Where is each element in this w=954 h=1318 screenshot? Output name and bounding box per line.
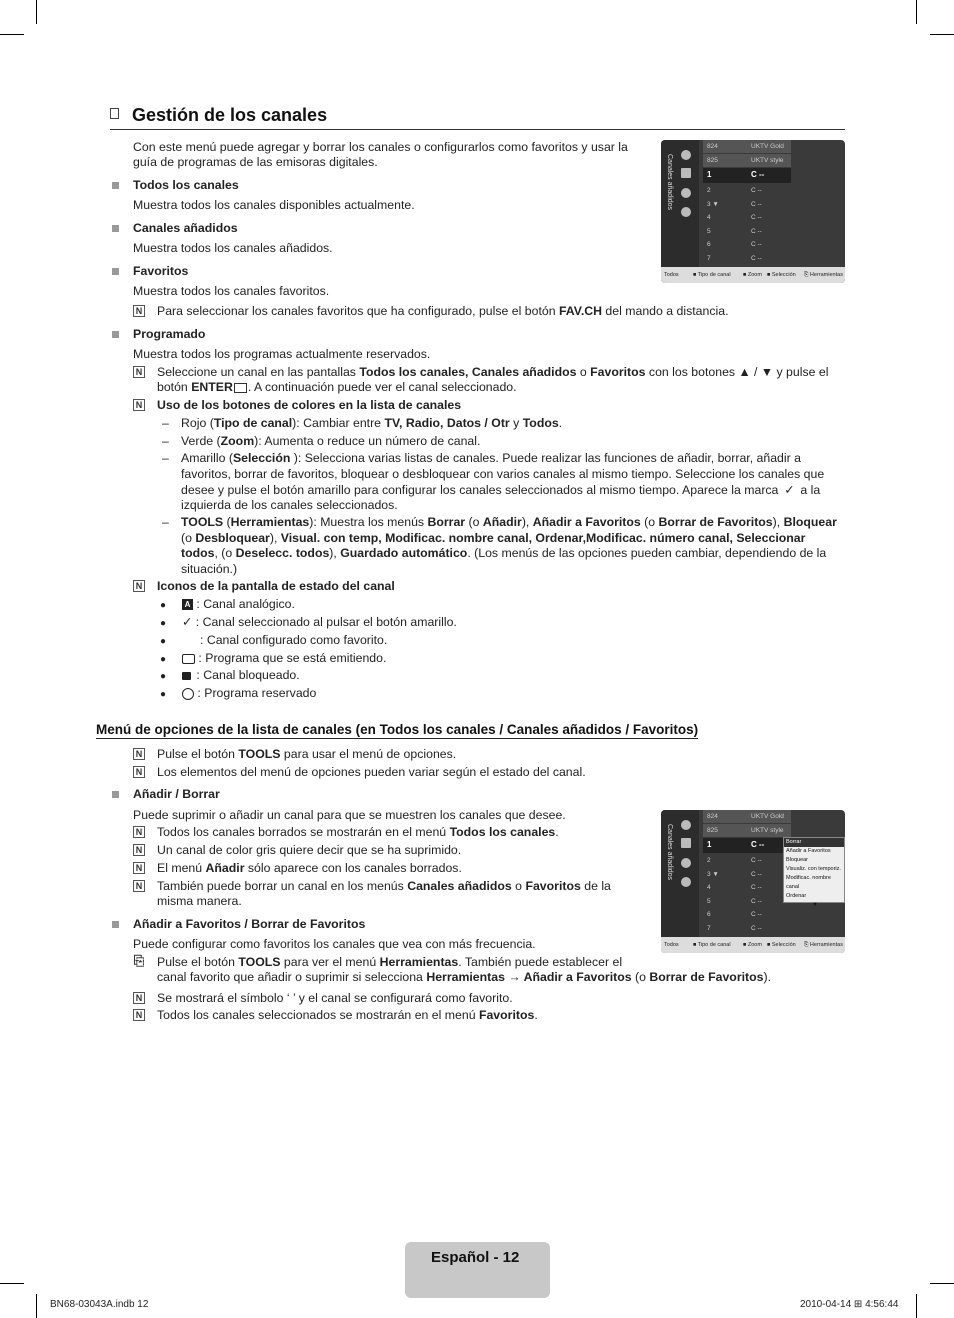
crop-mark <box>930 1283 954 1284</box>
foot-todos[interactable]: Todos <box>664 942 679 948</box>
enter-icon <box>234 383 247 393</box>
channel-row-selected[interactable]: 1 C -- <box>703 838 791 853</box>
note-seleccione: Seleccione un canal en las pantallas Todos los canales, Canales añadidos o Favoritos con los botones ▲ / ▼ y pulse el <box>157 365 829 379</box>
menu-item-favoritos[interactable]: Añadir a Favoritos <box>786 848 831 854</box>
item-verde: Verde (Zoom): Aumenta o reduce un número de canal. <box>181 434 481 448</box>
page-title: Gestión de los canales <box>132 105 328 125</box>
note-icon: N <box>133 862 145 874</box>
tv-screen-2 <box>661 810 845 953</box>
desc-anadir-borrar: Puede suprimir o añadir un canal para que se muestren los canales que desee. <box>133 808 566 822</box>
note-tambien: También puede borrar un canal en los menús Canales añadidos o Favoritos de la <box>157 879 611 893</box>
desc-favoritos: Muestra todos los canales favoritos. <box>133 284 330 298</box>
item-rojo: Rojo (Tipo de canal): Cambiar entre TV, Radio, Datos / Otr y Todos. <box>181 416 563 430</box>
note-icon: N <box>133 880 145 892</box>
bullet <box>112 268 119 275</box>
note-borrados: Todos los canales borrados se mostrarán en el menú Todos los canales. <box>157 825 559 839</box>
tv-footer <box>661 937 845 953</box>
clock-icon <box>182 688 194 700</box>
note-pulse-tools-2: canal favorito que añadir o suprimir si selecciona Herramientas → Añadir a Favoritos (o Borrar de Favoritos). <box>157 970 771 984</box>
note-elementos: Los elementos del menú de opciones pueden variar según el estado del canal. <box>157 765 586 779</box>
foot-todos[interactable]: Todos <box>664 272 679 278</box>
menu-item-bloquear[interactable]: Bloquear <box>786 857 809 863</box>
bullet <box>112 182 119 189</box>
heading-anadidos: Canales añadidos <box>133 221 238 235</box>
channel-row[interactable]: 7 C -- <box>707 925 762 932</box>
note-icon: N <box>133 580 145 592</box>
dash: – <box>162 515 169 529</box>
note-icon: N <box>133 399 145 411</box>
analog-icon: A <box>182 599 193 610</box>
menu-item-modificac[interactable]: Modificac. nombre canal <box>786 875 831 890</box>
tv-icon <box>182 654 195 664</box>
bullet <box>112 331 119 338</box>
foot-herramientas[interactable]: ⎘ Herramientas <box>804 942 843 948</box>
item-tools-4: situación.) <box>181 562 238 576</box>
item-tools: TOOLS (Herramientas): Muestra los menús Borrar (o Añadir), Añadir a Favoritos (o Borrar de Favoritos), Bloquear <box>181 515 837 529</box>
heading-favoritos: Favoritos <box>133 264 189 278</box>
menu-item-ordenar[interactable]: Ordenar <box>786 893 807 899</box>
icon-check: ✓ : Canal seleccionado al pulsar el botón amarillo. <box>182 615 457 629</box>
channel-row[interactable]: 3 ▼ C -- <box>707 201 762 208</box>
antenna-icon <box>681 820 691 830</box>
heading-programado: Programado <box>133 327 206 341</box>
item-amarillo-2: favoritos, borrar de favoritos, bloquear o desbloquear con varios canales al mismo tiempo. Seleccione los canales que <box>181 467 825 481</box>
crop-mark <box>0 1283 24 1284</box>
page-number: Español - 12 <box>431 1249 520 1266</box>
dot: ● <box>160 654 167 665</box>
foot-zoom[interactable]: ■ Zoom <box>743 272 762 278</box>
channel-row[interactable]: 825 UKTV style <box>703 154 791 167</box>
intro-line-2: guía de programas de las emisoras digitales. <box>133 155 378 169</box>
item-amarillo-3: desee y pulse el botón amarillo para configurar los canales seleccionados al mismo tiempo. Aparece la marca ✓ a la <box>181 483 821 497</box>
note-menu-anadir: El menú Añadir sólo aparece con los canales borrados. <box>157 861 462 875</box>
note-icon: N <box>133 992 145 1004</box>
icon-lock: : Canal bloqueado. <box>182 668 300 684</box>
dot: ● <box>160 689 167 700</box>
channel-row[interactable]: 2 C -- <box>707 857 762 864</box>
dash: – <box>162 416 169 430</box>
crop-mark <box>916 0 917 24</box>
foot-seleccion[interactable]: ■ Selección <box>767 272 796 278</box>
bullet <box>112 921 119 928</box>
dot: ● <box>160 618 167 629</box>
icon-clock: : Programa reservado <box>182 686 316 702</box>
foot-zoom[interactable]: ■ Zoom <box>743 942 762 948</box>
icon-analog: A : Canal analógico. <box>182 597 295 613</box>
file-date: 2010-04-14 ⊞ 4:56:44 <box>800 1299 899 1310</box>
foot-tipo[interactable]: ■ Tipo de canal <box>693 272 731 278</box>
note-simbolo: Se mostrará el símbolo ‘ ’ y el canal se configurará como favorito. <box>157 991 513 1005</box>
channel-row-selected[interactable]: 1 C -- <box>703 168 791 183</box>
item-tools-2: (o Desbloquear), Visual. con temp, Modificac. nombre canal, Ordenar,Modificac. número canal, Seleccionar <box>181 531 806 545</box>
add-channel-icon <box>681 838 691 848</box>
heading-todos: Todos los canales <box>133 178 239 192</box>
dot: ● <box>160 600 167 611</box>
tools-icon: ⎘ <box>133 953 145 968</box>
desc-programado: Muestra todos los programas actualmente reservados. <box>133 347 431 361</box>
channel-row[interactable]: 6 C -- <box>707 911 762 918</box>
dot: ● <box>160 636 167 647</box>
menu-scroll-down-icon[interactable]: ▼ <box>812 902 818 908</box>
heading-anadir-borrar: Añadir / Borrar <box>133 787 220 801</box>
clock-icon <box>681 877 691 887</box>
icon-tv: : Programa que se está emitiendo. <box>182 651 386 667</box>
note-tools: Pulse el botón TOOLS para usar el menú de opciones. <box>157 747 457 761</box>
note-iconos: Iconos de la pantalla de estado del canal <box>157 579 395 593</box>
channel-row[interactable]: 824 UKTV Gold <box>703 140 791 153</box>
item-tools-3: todos, (o Deselecc. todos), Guardado automático. (Los menús de las opciones pueden cambiar, dependiendo de la <box>181 546 827 560</box>
note-icon: N <box>133 1009 145 1021</box>
item-amarillo: Amarillo (Selección ): Selecciona varias listas de canales. Puede realizar las funciones de añadir, borrar, añadir a <box>181 451 801 465</box>
channel-row[interactable]: 7 C -- <box>707 255 762 262</box>
channel-row[interactable]: 5 C -- <box>707 898 762 905</box>
bullet <box>112 225 119 232</box>
note-icon: N <box>133 366 145 378</box>
channel-row[interactable]: 6 C -- <box>707 241 762 248</box>
tools-menu <box>783 837 845 908</box>
icon-fav: : Canal configurado como favorito. <box>200 633 388 647</box>
heart-icon <box>681 858 691 868</box>
note-gris: Un canal de color gris quiere decir que se ha suprimido. <box>157 843 462 857</box>
channel-row[interactable]: 4 C -- <box>707 214 762 221</box>
note-icon: N <box>133 766 145 778</box>
desc-todos: Muestra todos los canales disponibles actualmente. <box>133 198 415 212</box>
page-number-box <box>405 1242 550 1298</box>
note-seleccione-2: botón ENTER . A continuación puede ver el canal seleccionado. <box>157 380 517 394</box>
channel-row[interactable]: 5 C -- <box>707 228 762 235</box>
crop-mark <box>0 34 24 35</box>
menu-item-borrar[interactable]: Borrar <box>784 838 844 847</box>
desc-favoritos-2: Puede configurar como favoritos los canales que vea con más frecuencia. <box>133 937 536 951</box>
antenna-icon <box>681 150 691 160</box>
file-name: BN68-03043A.indb 12 <box>50 1299 149 1310</box>
note-tambien-2: misma manera. <box>157 894 242 908</box>
crop-mark <box>36 0 37 24</box>
section-header <box>110 104 845 130</box>
channel-row[interactable]: 2 C -- <box>707 187 762 194</box>
note-favch: Para seleccionar los canales favoritos que ha configurado, pulse el botón FAV.CH del mando a distancia. <box>157 304 729 318</box>
add-channel-icon <box>681 168 691 178</box>
note-icon: N <box>133 826 145 838</box>
intro-line-1: Con este menú puede agregar y borrar los canales o configurarlos como favoritos y usar la <box>133 140 628 154</box>
crop-mark <box>930 34 954 35</box>
dash: – <box>162 434 169 448</box>
heading-favoritos-2: Añadir a Favoritos / Borrar de Favoritos <box>133 917 366 931</box>
channel-row[interactable]: 824 UKTV Gold <box>703 810 791 823</box>
note-seleccionados: Todos los canales seleccionados se mostrarán en el menú Favoritos. <box>157 1008 538 1022</box>
note-pulse-tools: Pulse el botón TOOLS para ver el menú Herramientas. También puede establecer el <box>157 955 623 969</box>
foot-herramientas[interactable]: ⎘ Herramientas <box>804 272 843 278</box>
options-heading: Menú de opciones de la lista de canales (en Todos los canales / Canales añadidos / Favoritos) <box>96 722 699 737</box>
channel-row[interactable]: 825 UKTV style <box>703 824 791 837</box>
tv-footer <box>661 267 845 283</box>
dash: – <box>162 451 169 465</box>
item-amarillo-4: izquierda de los canales seleccionados. <box>181 498 398 512</box>
menu-item-visualiz[interactable]: Visualiz. con temporiz. <box>786 866 841 872</box>
channel-row[interactable]: 4 C -- <box>707 884 762 891</box>
note-icon: N <box>133 844 145 856</box>
crop-mark <box>916 1294 917 1318</box>
heart-icon <box>681 188 691 198</box>
check-icon: ✓ <box>784 483 795 497</box>
note-icon: N <box>133 748 145 760</box>
lock-icon <box>182 672 191 680</box>
channel-row[interactable]: 3 ▼ C -- <box>707 871 762 878</box>
section-icon <box>110 108 119 119</box>
crop-mark <box>36 1294 37 1318</box>
tv-vertical-label: Canales añadidos <box>666 824 673 881</box>
check-icon: ✓ <box>182 615 193 629</box>
tv-vertical-label: Canales añadidos <box>666 154 673 211</box>
desc-anadidos: Muestra todos los canales añadidos. <box>133 241 333 255</box>
bullet <box>112 791 119 798</box>
tv-screen-1 <box>661 140 845 283</box>
foot-tipo[interactable]: ■ Tipo de canal <box>693 942 731 948</box>
note-icon: N <box>133 305 145 317</box>
dot: ● <box>160 671 167 682</box>
foot-seleccion[interactable]: ■ Selección <box>767 942 796 948</box>
clock-icon <box>681 207 691 217</box>
note-colores: Uso de los botones de colores en la lista de canales <box>157 398 462 412</box>
